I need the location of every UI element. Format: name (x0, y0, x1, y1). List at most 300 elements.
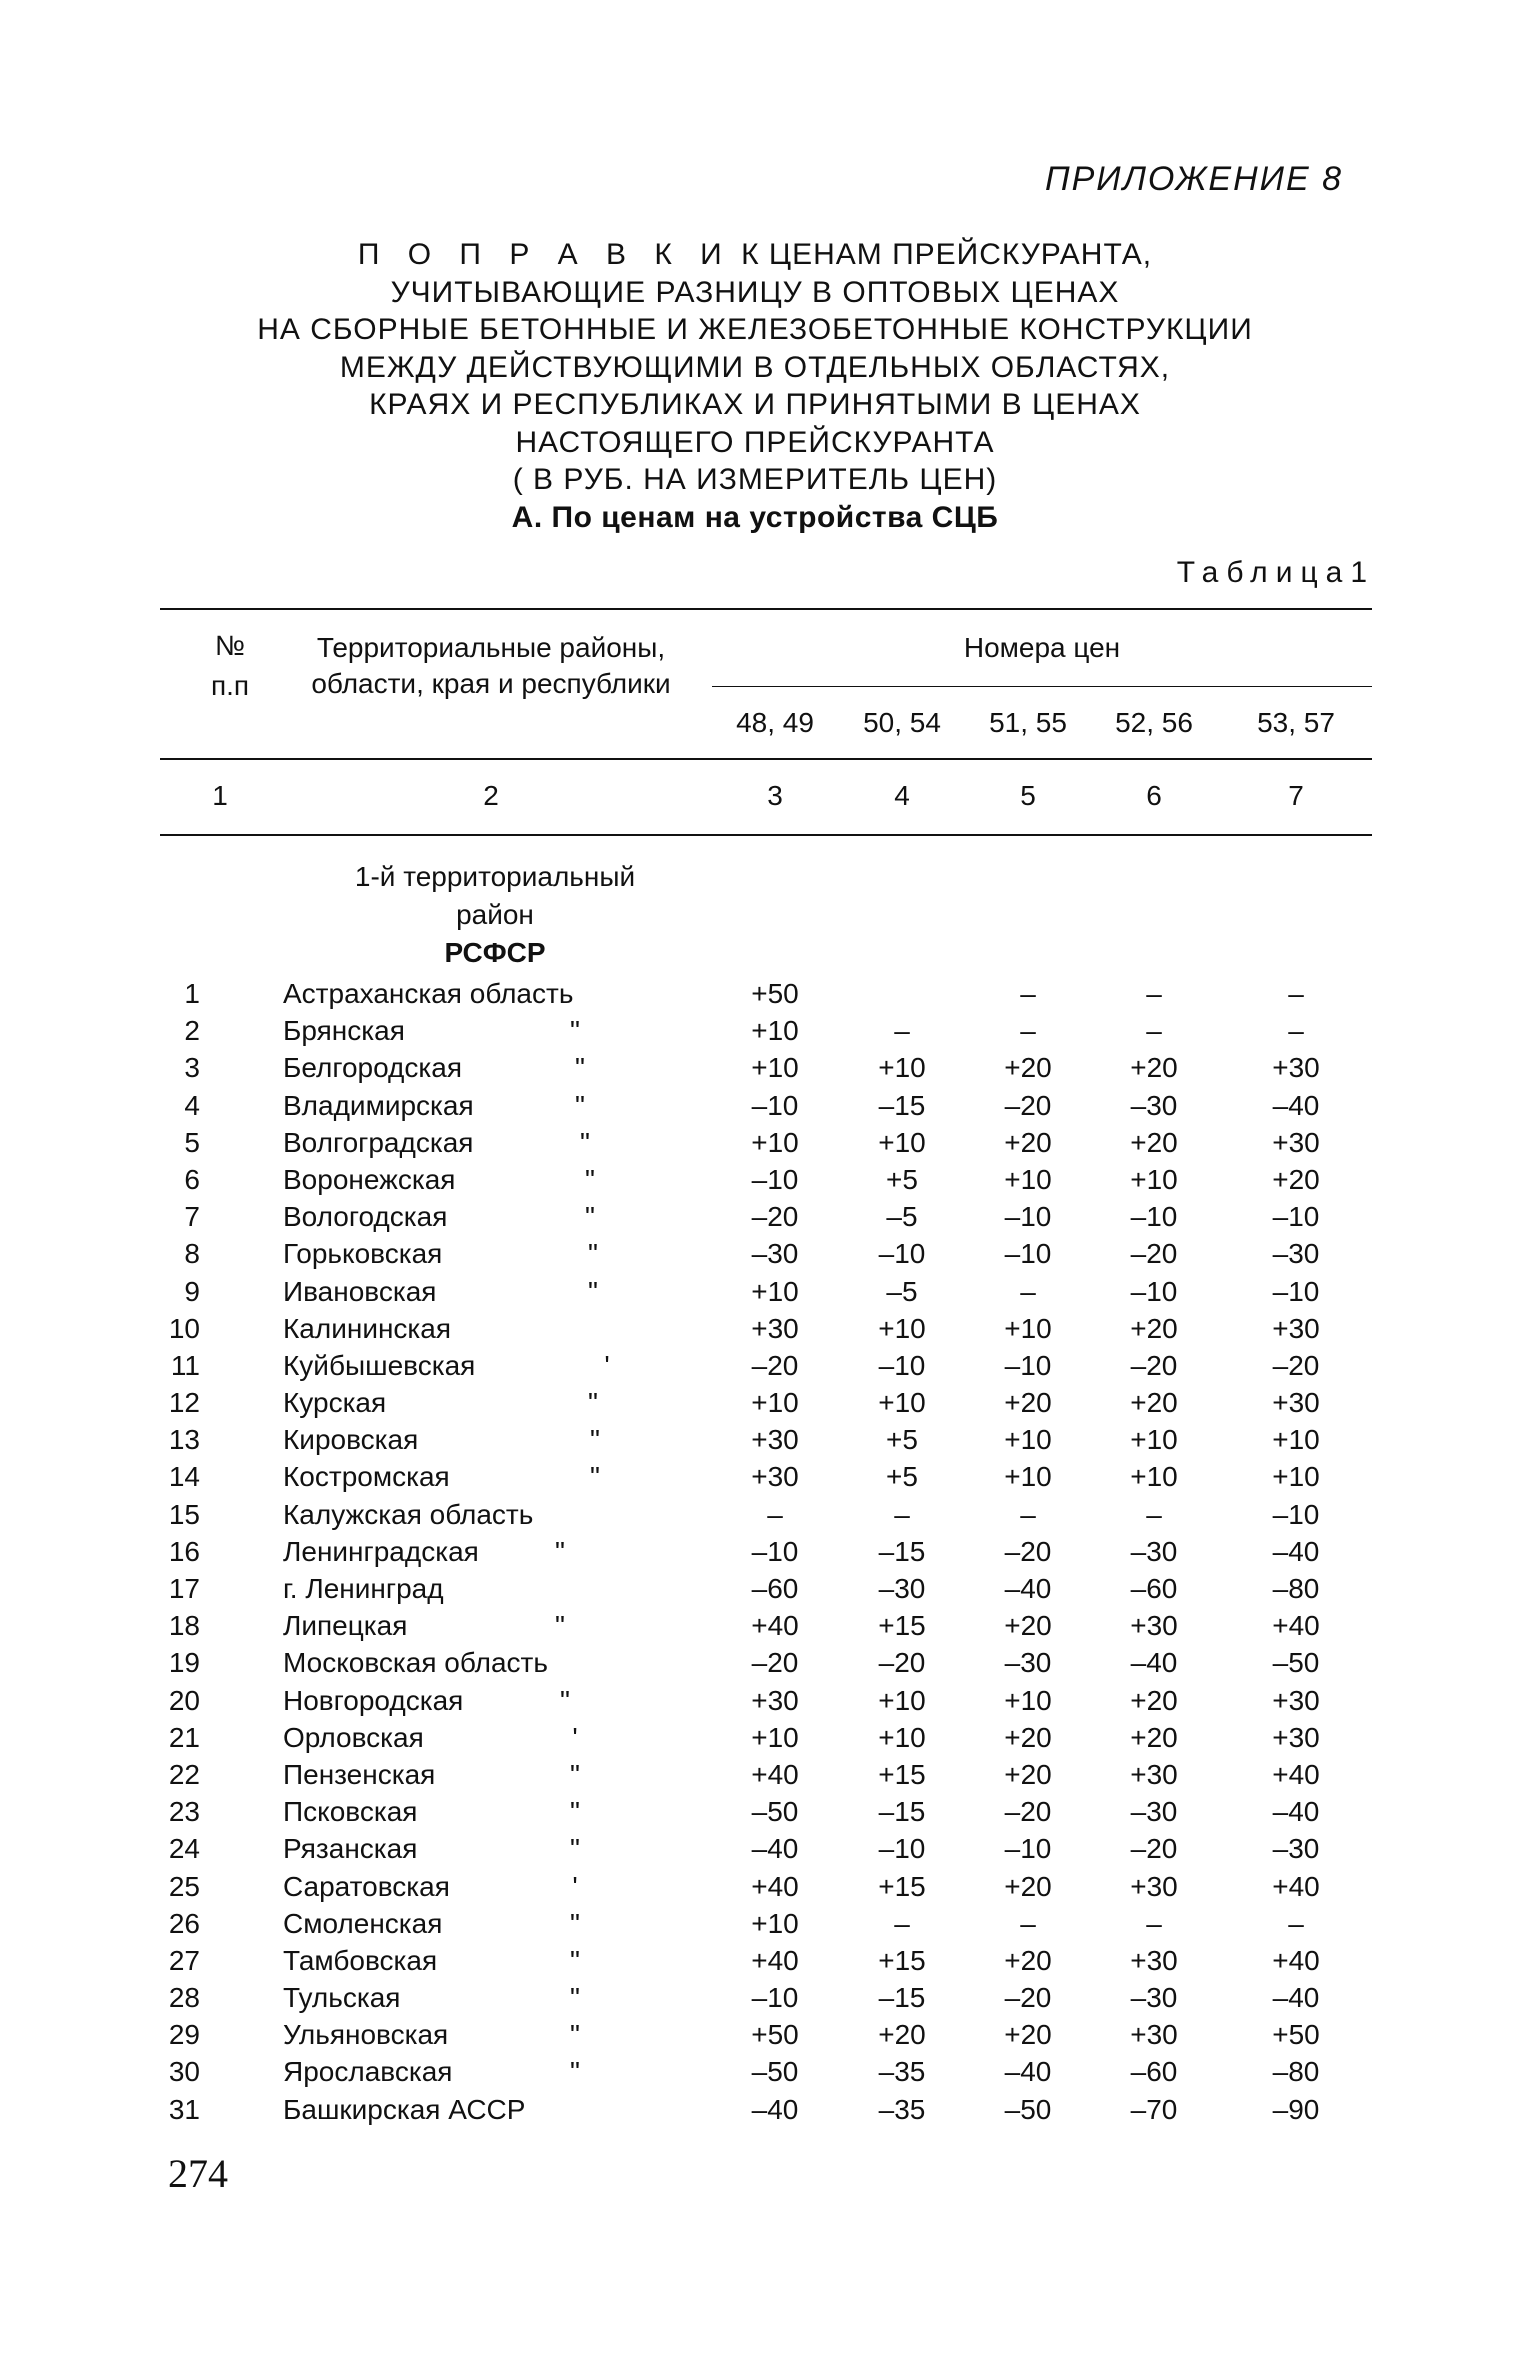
ditto-mark: " (590, 1424, 600, 1456)
price-value: – (767, 1498, 783, 1530)
table-row (0, 1644, 1535, 1681)
price-value: +20 (1130, 1126, 1178, 1158)
price-value: – (1288, 1015, 1304, 1047)
price-value: –60 (751, 1573, 799, 1604)
region-name: Тамбовская (283, 1944, 438, 1976)
price-value: –10 (1130, 1275, 1178, 1307)
price-value: –10 (1272, 1275, 1320, 1307)
price-value: +20 (1130, 1684, 1178, 1716)
page-number: 274 (168, 2151, 228, 2196)
price-value: +50 (751, 2019, 799, 2051)
region-name: Вологодская (283, 1201, 448, 1233)
row-number: 3 (184, 1052, 200, 1084)
header-price-col: 51, 55 (989, 707, 1067, 738)
price-value: +30 (751, 1424, 799, 1456)
region-name: Костромская (283, 1461, 450, 1493)
table-row (0, 1347, 1535, 1384)
price-value: +30 (1130, 1870, 1178, 1902)
row-number: 2 (184, 1015, 200, 1047)
price-value: +20 (1272, 1163, 1320, 1195)
region-name: Орловская (283, 1721, 424, 1753)
table-row (0, 1942, 1535, 1979)
region-name: Калининская (283, 1312, 452, 1344)
price-value: –90 (1272, 2093, 1320, 2125)
row-number: 13 (168, 1424, 200, 1456)
price-value: +10 (1004, 1424, 1052, 1456)
title-line-1 (180, 236, 1330, 274)
header-num-abbr: п.п (210, 670, 250, 701)
price-value: +5 (886, 1424, 918, 1456)
table-body (0, 975, 1535, 2128)
price-value: +10 (878, 1126, 926, 1158)
price-value: +30 (1130, 1758, 1178, 1790)
price-value: –50 (1272, 1647, 1320, 1679)
price-value: –10 (878, 1833, 926, 1865)
region-name: Астраханская область (283, 978, 574, 1009)
price-value: +20 (1004, 1387, 1052, 1419)
price-value: –10 (1004, 1201, 1052, 1233)
table-row (0, 1235, 1535, 1272)
table-row (0, 2016, 1535, 2053)
price-value: +10 (1130, 1424, 1178, 1456)
region-name: Куйбышевская (283, 1349, 476, 1381)
price-value: +30 (1272, 1684, 1320, 1716)
price-value: – (1020, 1907, 1036, 1939)
ditto-mark: " (588, 1238, 598, 1270)
price-value: +20 (1130, 1052, 1178, 1084)
price-value: –5 (886, 1275, 918, 1307)
price-value: +10 (751, 1721, 799, 1753)
price-value: –20 (751, 1349, 799, 1381)
region-name: Горьковская (283, 1238, 443, 1270)
ditto-mark: " (588, 1275, 598, 1307)
price-value: –50 (751, 2056, 799, 2088)
price-value: –5 (886, 1201, 918, 1233)
price-value: +15 (878, 1610, 926, 1642)
column-number: 2 (483, 780, 499, 811)
table-row (0, 1905, 1535, 1942)
price-value: –60 (1130, 1573, 1178, 1604)
row-number: 9 (184, 1275, 200, 1307)
row-number: 28 (168, 1982, 200, 2014)
region-name: Калужская область (283, 1498, 534, 1530)
price-value: +15 (878, 1944, 926, 1976)
column-number: 6 (1146, 780, 1162, 811)
ditto-mark: " (585, 1201, 595, 1233)
price-value: –10 (751, 1163, 799, 1195)
title-line-3: НА СБОРНЫЕ БЕТОННЫЕ И ЖЕЛЕЗОБЕТОННЫЕ КОНСТРУКЦИИ (257, 313, 1253, 346)
section-subtitle: А. По ценам на устройства СЦБ (511, 500, 999, 534)
region-heading (300, 858, 690, 972)
price-value: +10 (878, 1052, 926, 1084)
ditto-mark: ' (604, 1349, 610, 1381)
ditto-mark: " (585, 1163, 595, 1195)
price-value: – (1020, 1015, 1036, 1047)
row-number: 11 (170, 1349, 200, 1381)
price-value: +20 (878, 2019, 926, 2051)
row-number: 18 (168, 1610, 200, 1642)
region-name: Ленинградская (283, 1535, 479, 1567)
price-value: –20 (751, 1647, 799, 1679)
price-value: –60 (1130, 2056, 1178, 2088)
title-spaced-word: П О П Р А В К И (357, 238, 732, 271)
price-value: –40 (1272, 1796, 1320, 1828)
price-value: +20 (1004, 1758, 1052, 1790)
region-name: Воронежская (283, 1163, 456, 1195)
ditto-mark: " (570, 1796, 580, 1828)
row-number: 15 (168, 1498, 200, 1530)
price-value: –10 (751, 1982, 799, 2014)
region-name: Ивановская (283, 1275, 437, 1307)
title-line-7: ( В РУБ. НА ИЗМЕРИТЕЛЬ ЦЕН) (512, 463, 998, 496)
region-name: Рязанская (283, 1833, 418, 1865)
header-price-col: 52, 56 (1115, 707, 1193, 738)
price-value: –10 (1272, 1498, 1320, 1530)
ditto-mark: ' (572, 1870, 578, 1902)
table-row (0, 1458, 1535, 1495)
ditto-mark: " (560, 1684, 570, 1716)
region-name: Ульяновская (283, 2019, 449, 2051)
table-row (0, 1830, 1535, 1867)
region-name: Тульская (283, 1982, 401, 2014)
ditto-mark: " (570, 1833, 580, 1865)
price-value: – (1146, 1907, 1162, 1939)
price-value: –10 (878, 1238, 926, 1270)
price-value: +30 (1272, 1387, 1320, 1419)
price-value: +20 (1004, 1870, 1052, 1902)
price-value: +30 (1130, 1610, 1178, 1642)
table-row (0, 1421, 1535, 1458)
column-numbers-rule (160, 834, 1372, 836)
region-name: Кировская (283, 1424, 419, 1456)
row-number: 24 (168, 1833, 200, 1865)
price-value: –20 (1004, 1982, 1052, 2014)
ditto-mark: " (555, 1535, 565, 1567)
price-value: –10 (1130, 1201, 1178, 1233)
region-name: Белгородская (283, 1052, 462, 1084)
region-name: Ярославская (283, 2056, 453, 2088)
table-row (0, 1012, 1535, 1049)
price-value: +40 (1272, 1870, 1320, 1902)
title-line-2: УЧИТЫВАЮЩИЕ РАЗНИЦУ В ОПТОВЫХ ЦЕНАХ (390, 275, 1120, 309)
price-value: +40 (751, 1944, 799, 1976)
price-value: –80 (1272, 1573, 1320, 1604)
price-value: +20 (1004, 1052, 1052, 1084)
header-num-symbol: № (214, 630, 246, 661)
price-value: –20 (1130, 1349, 1178, 1381)
title-line-4: МЕЖДУ ДЕЙСТВУЮЩИМИ В ОТДЕЛЬНЫХ ОБЛАСТЯХ, (339, 350, 1171, 384)
price-value: – (1146, 978, 1162, 1009)
table-row (0, 1087, 1535, 1124)
price-value: – (894, 1015, 910, 1047)
price-value: –10 (1004, 1833, 1052, 1865)
region-heading-republic: РСФСР (444, 937, 546, 968)
table-row (0, 1496, 1535, 1533)
price-value: +50 (751, 978, 799, 1009)
price-value: +10 (751, 1907, 799, 1939)
price-value: –20 (878, 1647, 926, 1679)
price-value: +10 (1004, 1461, 1052, 1493)
table-row (0, 1161, 1535, 1198)
price-value: +10 (751, 1015, 799, 1047)
price-value: +20 (1130, 1387, 1178, 1419)
price-value: – (1288, 1907, 1304, 1939)
table-row (0, 1979, 1535, 2016)
price-value: –30 (1272, 1833, 1320, 1865)
price-value: +15 (878, 1758, 926, 1790)
row-number: 14 (168, 1461, 200, 1493)
price-value: +40 (751, 1610, 799, 1642)
price-value: +50 (1272, 2019, 1320, 2051)
price-value: +5 (886, 1163, 918, 1195)
price-value: +20 (1130, 1721, 1178, 1753)
price-value: –20 (1004, 1089, 1052, 1121)
price-value: +30 (1272, 1721, 1320, 1753)
price-value: +10 (1272, 1461, 1320, 1493)
table-row (0, 1793, 1535, 1830)
row-number: 23 (168, 1796, 200, 1828)
price-value: +10 (1130, 1163, 1178, 1195)
price-value: +10 (1130, 1461, 1178, 1493)
price-value: +10 (878, 1387, 926, 1419)
price-value: –10 (1004, 1238, 1052, 1270)
price-value: –40 (751, 1833, 799, 1865)
price-value: +10 (751, 1052, 799, 1084)
title-line-6: НАСТОЯЩЕГО ПРЕЙСКУРАНТА (515, 425, 995, 459)
table-row (0, 1719, 1535, 1756)
price-value: –30 (1130, 1982, 1178, 2014)
header-territory: Территориальные районы, области, края и республики (311, 632, 671, 699)
price-value: –50 (751, 1796, 799, 1828)
ditto-mark: " (555, 1610, 565, 1642)
price-value: –15 (878, 1535, 926, 1567)
ditto-mark: " (590, 1461, 600, 1493)
price-value: +20 (1004, 1944, 1052, 1976)
ditto-mark: " (580, 1126, 590, 1158)
price-value: –10 (878, 1349, 926, 1381)
row-number: 6 (184, 1163, 200, 1195)
ditto-mark: " (588, 1387, 598, 1419)
price-value: – (1020, 1275, 1036, 1307)
price-value: +10 (1004, 1684, 1052, 1716)
price-value: +40 (1272, 1944, 1320, 1976)
row-number: 7 (184, 1201, 200, 1233)
table-row (0, 1198, 1535, 1235)
region-name: Липецкая (283, 1610, 408, 1642)
table-row (0, 975, 1535, 1012)
row-number: 20 (168, 1684, 200, 1716)
row-number: 25 (168, 1870, 200, 1902)
price-value: –30 (878, 1573, 926, 1604)
price-value: – (894, 1498, 910, 1530)
price-value: +30 (1130, 1944, 1178, 1976)
price-value: –20 (1130, 1238, 1178, 1270)
price-value: – (1146, 1015, 1162, 1047)
price-value: –20 (1004, 1796, 1052, 1828)
row-number: 31 (168, 2093, 200, 2125)
table-row (0, 1607, 1535, 1644)
price-value: +30 (751, 1684, 799, 1716)
region-name: г. Ленинград (283, 1573, 444, 1604)
price-value: +10 (1004, 1163, 1052, 1195)
row-number: 17 (168, 1573, 200, 1604)
price-value: –15 (878, 1089, 926, 1121)
table-row (0, 1570, 1535, 1607)
price-value: –40 (1004, 1573, 1052, 1604)
price-value: – (894, 1907, 910, 1939)
table-row (0, 2091, 1535, 2128)
row-number: 19 (168, 1647, 200, 1679)
price-value: –40 (751, 2093, 799, 2125)
region-name: Башкирская АССР (283, 2093, 526, 2125)
price-value: –20 (1130, 1833, 1178, 1865)
price-value: +30 (1272, 1126, 1320, 1158)
column-number: 3 (767, 780, 783, 811)
price-value: –10 (1272, 1201, 1320, 1233)
price-value: +20 (1004, 1721, 1052, 1753)
row-number: 26 (168, 1907, 200, 1939)
row-number: 16 (168, 1535, 200, 1567)
region-name: Саратовская (283, 1870, 450, 1902)
price-value: –10 (751, 1535, 799, 1567)
price-value: –40 (1272, 1982, 1320, 2014)
table-row (0, 1310, 1535, 1347)
price-value: –70 (1130, 2093, 1178, 2125)
ditto-mark: " (575, 1089, 585, 1121)
region-heading-line-1: 1-й территориальный (354, 861, 636, 892)
ditto-mark: " (575, 1052, 585, 1084)
region-heading-line-2: район (456, 899, 534, 930)
column-number: 1 (212, 780, 228, 811)
price-value: +30 (1130, 2019, 1178, 2051)
table-row (0, 1384, 1535, 1421)
price-value: +10 (1004, 1312, 1052, 1344)
row-number: 12 (168, 1387, 200, 1419)
ditto-mark: " (570, 1982, 580, 2014)
region-name: Волгоградская (283, 1126, 474, 1158)
row-number: 30 (168, 2056, 200, 2088)
row-number: 27 (168, 1944, 200, 1976)
table-row (0, 1273, 1535, 1310)
price-value: –40 (1272, 1535, 1320, 1567)
price-value: +20 (1004, 1610, 1052, 1642)
price-value: –20 (1004, 1535, 1052, 1567)
header-bottom-rule (160, 758, 1372, 760)
column-number: 5 (1020, 780, 1036, 811)
price-value: +40 (751, 1870, 799, 1902)
price-group-rule (712, 686, 1372, 687)
ditto-mark: " (570, 1907, 580, 1939)
header-price-col: 50, 54 (863, 707, 941, 738)
price-value: +40 (1272, 1758, 1320, 1790)
price-value: +10 (751, 1275, 799, 1307)
table-row (0, 1682, 1535, 1719)
price-value: +20 (1130, 1312, 1178, 1344)
price-value: –20 (751, 1201, 799, 1233)
row-number: 29 (168, 2019, 200, 2051)
price-value: –30 (1130, 1796, 1178, 1828)
ditto-mark: " (570, 2056, 580, 2088)
price-value: +10 (751, 1387, 799, 1419)
region-name: Московская область (283, 1647, 548, 1679)
price-value: +15 (878, 1870, 926, 1902)
table-row (0, 1533, 1535, 1570)
price-value: –35 (878, 2056, 926, 2088)
row-number: 10 (168, 1312, 200, 1344)
ditto-mark: " (570, 1015, 580, 1047)
row-number: 22 (168, 1758, 200, 1790)
price-value: – (1020, 978, 1036, 1009)
region-name: Новгородская (283, 1684, 464, 1716)
price-value: –30 (1130, 1089, 1178, 1121)
price-value: +20 (1004, 1126, 1052, 1158)
region-name: Пензенская (283, 1758, 436, 1790)
appendix-label: ПРИЛОЖЕНИЕ 8 (1044, 160, 1343, 198)
price-value: +10 (878, 1684, 926, 1716)
price-value: +20 (1004, 2019, 1052, 2051)
price-value: +10 (878, 1721, 926, 1753)
price-value: –30 (1004, 1647, 1052, 1679)
table-label: Таблица1 (1176, 556, 1375, 589)
price-value: – (1146, 1498, 1162, 1530)
document-title (180, 236, 1330, 536)
price-value: +10 (751, 1126, 799, 1158)
price-value: +5 (886, 1461, 918, 1493)
price-value: –80 (1272, 2056, 1320, 2088)
region-name: Псковская (283, 1796, 418, 1828)
price-value: –15 (878, 1982, 926, 2014)
row-number: 1 (184, 978, 200, 1009)
table-row (0, 1124, 1535, 1161)
price-value: +30 (751, 1461, 799, 1493)
price-value: –40 (1130, 1647, 1178, 1679)
ditto-mark: " (570, 1944, 580, 1976)
price-value: –40 (1272, 1089, 1320, 1121)
price-value: –10 (1004, 1349, 1052, 1381)
price-value: – (1288, 978, 1304, 1009)
price-value: +10 (1272, 1424, 1320, 1456)
ditto-mark: " (570, 1758, 580, 1790)
ditto-mark: " (570, 2019, 580, 2051)
table-row (0, 1049, 1535, 1086)
column-number: 7 (1288, 780, 1304, 811)
region-name: Брянская (283, 1015, 405, 1047)
region-name: Владимирская (283, 1089, 474, 1121)
price-value: +40 (1272, 1610, 1320, 1642)
table-top-rule (160, 608, 1372, 610)
price-value: –15 (878, 1796, 926, 1828)
price-value: –30 (1272, 1238, 1320, 1270)
price-value: –20 (1272, 1349, 1320, 1381)
header-price-col: 53, 57 (1257, 707, 1335, 738)
price-value: –50 (1004, 2093, 1052, 2125)
row-number: 8 (184, 1238, 200, 1270)
price-value: –30 (751, 1238, 799, 1270)
table-row (0, 2053, 1535, 2090)
price-value: –35 (878, 2093, 926, 2125)
price-value: –30 (1130, 1535, 1178, 1567)
price-value: +30 (1272, 1052, 1320, 1084)
price-value: –10 (751, 1089, 799, 1121)
price-value: –40 (1004, 2056, 1052, 2088)
row-number: 5 (184, 1126, 200, 1158)
price-value: +40 (751, 1758, 799, 1790)
price-value: +10 (878, 1312, 926, 1344)
price-value: +30 (751, 1312, 799, 1344)
column-number: 4 (894, 780, 910, 811)
title-line-5: КРАЯХ И РЕСПУБЛИКАХ И ПРИНЯТЫМИ В ЦЕНАХ (369, 388, 1141, 421)
title-line-1-rest: К ЦЕНАМ ПРЕЙСКУРАНТА, (741, 238, 1153, 271)
